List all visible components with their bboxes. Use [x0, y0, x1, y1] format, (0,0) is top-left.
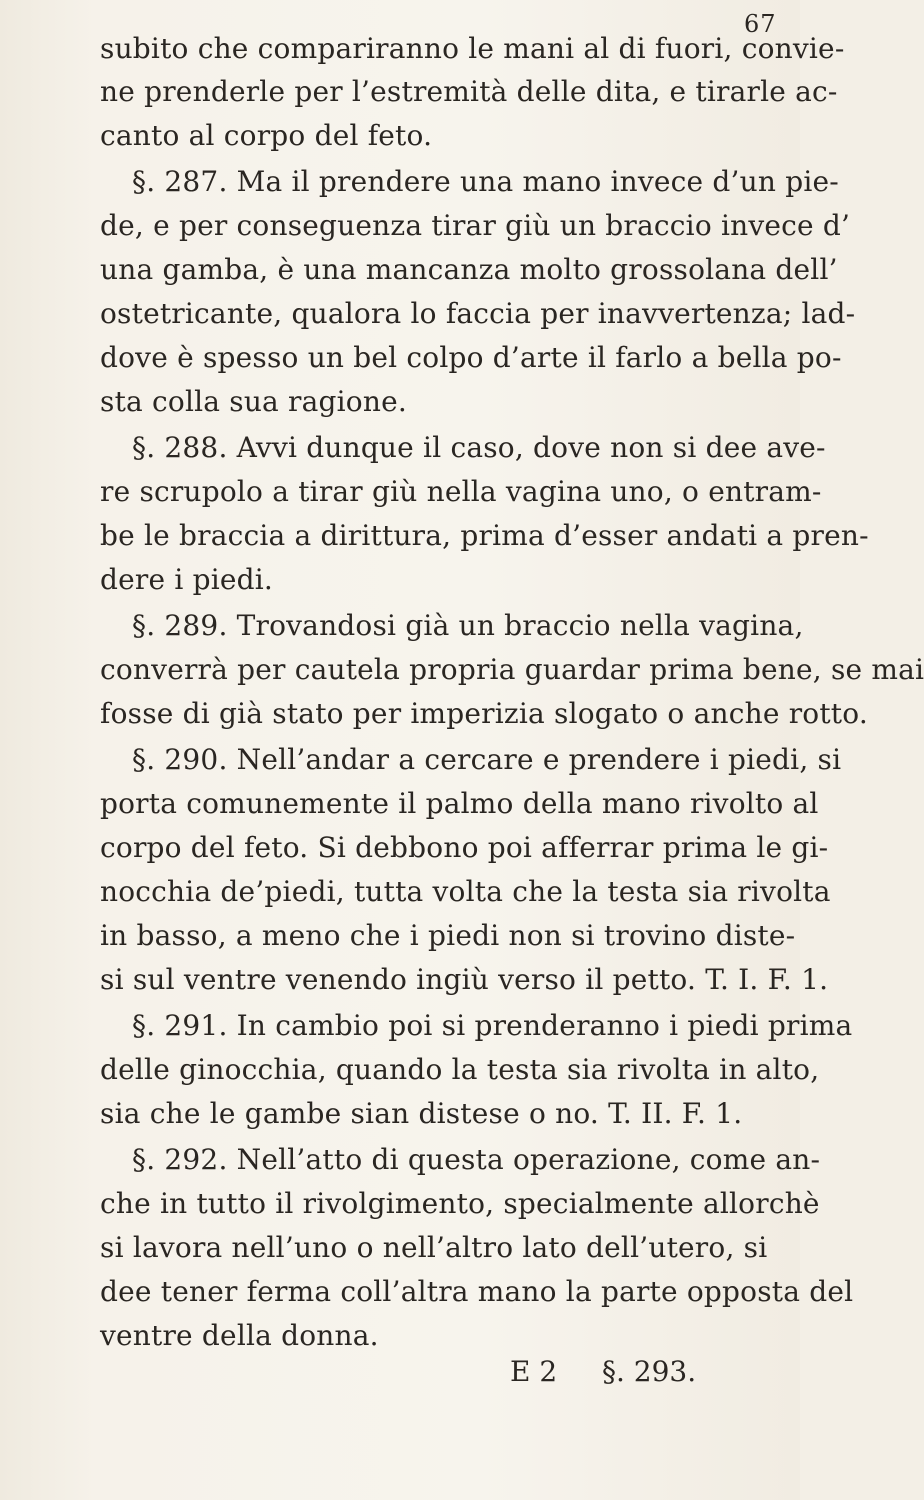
text-line: de, e per conseguenza tirar giù un braccio invece d’: [100, 209, 851, 242]
text-line: una gamba, è una mancanza molto grossolana dell’: [100, 253, 838, 286]
text-line: ne prenderle per l’estremità delle dita, e tirarle ac-: [100, 75, 838, 108]
text-line: si lavora nell’uno o nell’altro lato dell’utero, si: [100, 1231, 768, 1264]
text-line: porta comunemente il palmo della mano rivolto al: [100, 787, 819, 820]
text-line: be le braccia a dirittura, prima d’esser andati a pren-: [100, 519, 869, 552]
text-line: corpo del feto. Si debbono poi afferrar prima le gi-: [100, 831, 829, 864]
text-line: si sul ventre venendo ingiù verso il petto. T. I. F. 1.: [100, 963, 829, 996]
text-line: ventre della donna.: [100, 1319, 379, 1352]
text-line: fosse di già stato per imperizia slogato o anche rotto.: [100, 697, 868, 730]
text-line: canto al corpo del feto.: [100, 119, 433, 152]
text-line: sta colla sua ragione.: [100, 385, 407, 418]
catchword: §. 293.: [602, 1355, 697, 1388]
text-line: §. 289. Trovandosi già un braccio nella vagina,: [132, 609, 804, 642]
text-line: dee tener ferma coll’altra mano la parte opposta del: [100, 1275, 854, 1308]
text-line: §. 288. Avvi dunque il caso, dove non si dee ave-: [132, 431, 826, 464]
text-line: dove è spesso un bel colpo d’arte il farlo a bella po-: [100, 341, 842, 374]
text-line: §. 291. In cambio poi si prenderanno i piedi prima: [132, 1009, 853, 1042]
text-line: §. 287. Ma il prendere una mano invece d’un pie-: [132, 165, 839, 198]
text-line: dere i piedi.: [100, 563, 274, 596]
text-line: sia che le gambe sian distese o no. T. II. F. 1.: [100, 1097, 743, 1130]
text-line: subito che compariranno le mani al di fuori, convie-: [100, 32, 845, 65]
text-line: §. 292. Nell’atto di questa operazione, come an-: [132, 1143, 821, 1176]
page-number: 67: [744, 10, 777, 38]
text-line: delle ginocchia, quando la testa sia rivolta in alto,: [100, 1053, 820, 1086]
text-line: che in tutto il rivolgimento, specialmente allorchè: [100, 1187, 820, 1220]
text-line: in basso, a meno che i piedi non si trovino diste-: [100, 919, 796, 952]
text-line: nocchia de’piedi, tutta volta che la testa sia rivolta: [100, 875, 831, 908]
text-line: re scrupolo a tirar giù nella vagina uno, o entram-: [100, 475, 822, 508]
signature-mark: E 2: [510, 1355, 558, 1388]
text-line: ostetricante, qualora lo faccia per inavvertenza; lad-: [100, 297, 856, 330]
text-line: converrà per cautela propria guardar prima bene, se mai: [100, 653, 924, 686]
text-line: §. 290. Nell’andar a cercare e prendere i piedi, si: [132, 743, 842, 776]
